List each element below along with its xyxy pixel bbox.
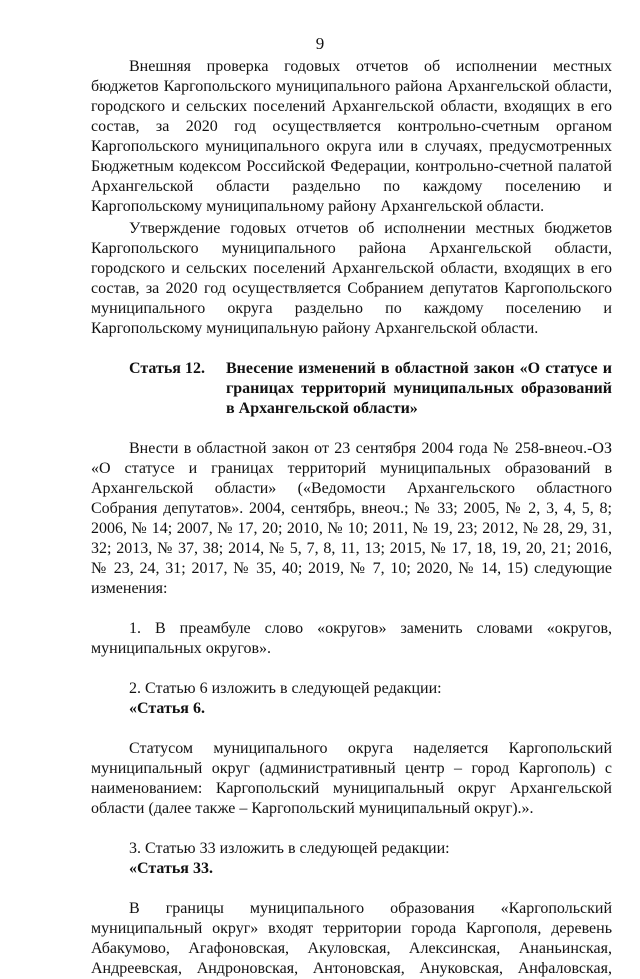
item-1: 1. В преамбуле слово «округов» заменить словами «округов, муниципальных округов». — [91, 620, 612, 657]
item-2: 2. Статью 6 изложить в следующей редакции: — [129, 680, 442, 697]
page-number: 9 — [315, 34, 325, 53]
item-3-body-line-3: Андреевская, Андроновская, Антоновская, Ануковская, Анфаловская, — [91, 960, 612, 977]
article-title: Внесение изменений в областной закон «О статусе и границах территорий муниципальных образований в Архангельской области» — [226, 360, 612, 417]
paragraph-external-audit: Внешняя проверка годовых отчетов об исполнении местных бюджетов Каргопольского муниципального района Архангельской области, городского и сельских поселений Архангельской области, входящих в его состав, за 2020 год осуществляется контрольно-счетным органом Каргопольского муниципального округа или в случаях, предусмотренных Бюджетным кодексом Российской Федерации, контрольно-счетной палатой Архангельской области раздельно по каждому поселению и Каргопольскому муниципальному району Архангельской области. — [91, 58, 612, 215]
item-3: 3. Статью 33 изложить в следующей редакции: — [129, 840, 450, 857]
article-number: Статья 12. — [129, 360, 205, 377]
item-2-body: Статусом муниципального округа наделяется Каргопольский муниципальный округ (административный центр – город Каргополь) с наименованием: Каргопольский муниципальный округ Архангельской области (далее также – Каргопольский муниципальный округ).». — [91, 740, 612, 817]
article-heading — [129, 359, 612, 419]
document-body — [91, 57, 612, 979]
item-3-body-line-1: В границы муниципального образования «Каргопольский муниципальный округ» входят территории города Каргополя, деревень — [91, 900, 612, 937]
paragraph-amendment-intro: Внести в областной закон от 23 сентября 2004 года № 258-внеоч.-ОЗ «О статусе и границах территорий муниципальных образований в Архангельской области» («Ведомости Архангельского областного Собрания депутатов». 2004, сентябрь, внеоч.; № 33; 2005, № 2, 3, 4, 5, 8; 2006, № 14; 2007, № 17, 20; 2010, № 10; 2011, № 19, 23; 2012, № 28, 29, 31, 32; 2013, № 37, 38; 2014, № 5, 7, 8, 11, 13; 2015, № 17, 18, 19, 20, 21; 2016, № 23, 24, 31; 2017, № 35, 40; 2019, № 7, 10; 2020, № 14, 15) следующие изменения: — [91, 440, 612, 597]
paragraph-report-approval: Утверждение годовых отчетов об исполнении местных бюджетов Каргопольского муниципального района Архангельской области, городского и сельских поселений Архангельской области, входящих в его состав, за 2020 год осуществляется Собранием депутатов Каргопольского муниципального округа раздельно по каждому поселению и Каргопольскому муниципальную району Архангельской области. — [91, 220, 612, 337]
item-2-heading: «Статья 6. — [129, 700, 205, 717]
item-3-body-line-2: Абакумово, Агафоновская, Акуловская, Алексинская, Ананьинская, — [91, 940, 612, 957]
item-3-heading: «Статья 33. — [129, 860, 213, 877]
